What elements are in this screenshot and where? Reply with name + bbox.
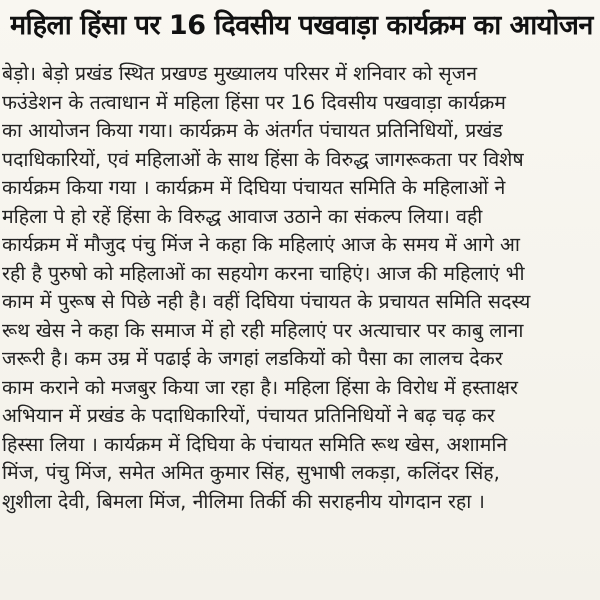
article-line: का आयोजन किया गया। कार्यक्रम के अंतर्गत पंचायत प्रतिनिधियों, प्रखंड [2, 119, 503, 142]
article-line: अभियान में प्रखंड के पदाधिकारियों, पंचायत प्रतिनिधियों ने बढ़ चढ़ कर [2, 404, 495, 427]
article-line: बेड़ो। बेड़ो प्रखंड स्थित प्रखण्ड मुख्यालय परिसर में शनिवार को सृजन [2, 62, 478, 85]
article-body [2, 60, 600, 516]
article-line: शुशीला देवी, बिमला मिंज, नीलिमा तिर्की की सराहनीय योगदान रहा । [2, 489, 485, 513]
article-line: रूथ खेस ने कहा कि समाज में हो रही महिलाएं पर अत्याचार पर काबु लाना [2, 318, 524, 342]
article-line: काम कराने को मजबुर किया जा रहा है। महिला हिंसा के विरोध में हस्ताक्षर [2, 375, 518, 399]
article-line: फउंडेशन के तत्वाधान में महिला हिंसा पर 16 दिवसीय पखवाड़ा कार्यक्रम [2, 90, 506, 114]
article-line: हिस्सा लिया । कार्यक्रम में दिघिया के पंचायत समिति रूथ खेस, अशामनि [2, 432, 508, 456]
article-line: जरूरी है। कम उम्र में पढाई के जगहां लडकियों को पैसा का लालच देकर [2, 347, 503, 370]
article-line: कार्यक्रम में मौजुद पंचु मिंज ने कहा कि महिलाएं आज के समय में आगे आ [2, 233, 520, 256]
article-line: पदाधिकारियों, एवं महिलाओं के साथ हिंसा के विरुद्ध जागरूकता पर विशेष [2, 147, 524, 171]
article-line: महिला पे हो रहें हिंसा के विरुद्ध आवाज उठाने का संकल्प लिया। वही [2, 204, 483, 228]
article-line: काम में पुरूष से पिछे नही है। वहीं दिघिया पंचायत के प्रचायत समिति सदस्य [2, 290, 531, 313]
article-headline: महिला हिंसा पर 16 दिवसीय पखवाड़ा कार्यक्रम का आयोजन [10, 10, 593, 41]
article-line: रही है पुरुषो को महिलाओं का सहयोग करना चाहिएं। आज की महिलाएं भी [2, 261, 525, 285]
article-line: मिंज, पंचु मिंज, समेत अमित कुमार सिंह, सुभाषी लकड़ा, कलिंदर सिंह, [2, 461, 500, 484]
article-line: कार्यक्रम किया गया । कार्यक्रम में दिघिया पंचायत समिति के महिलाओं ने [2, 176, 506, 199]
